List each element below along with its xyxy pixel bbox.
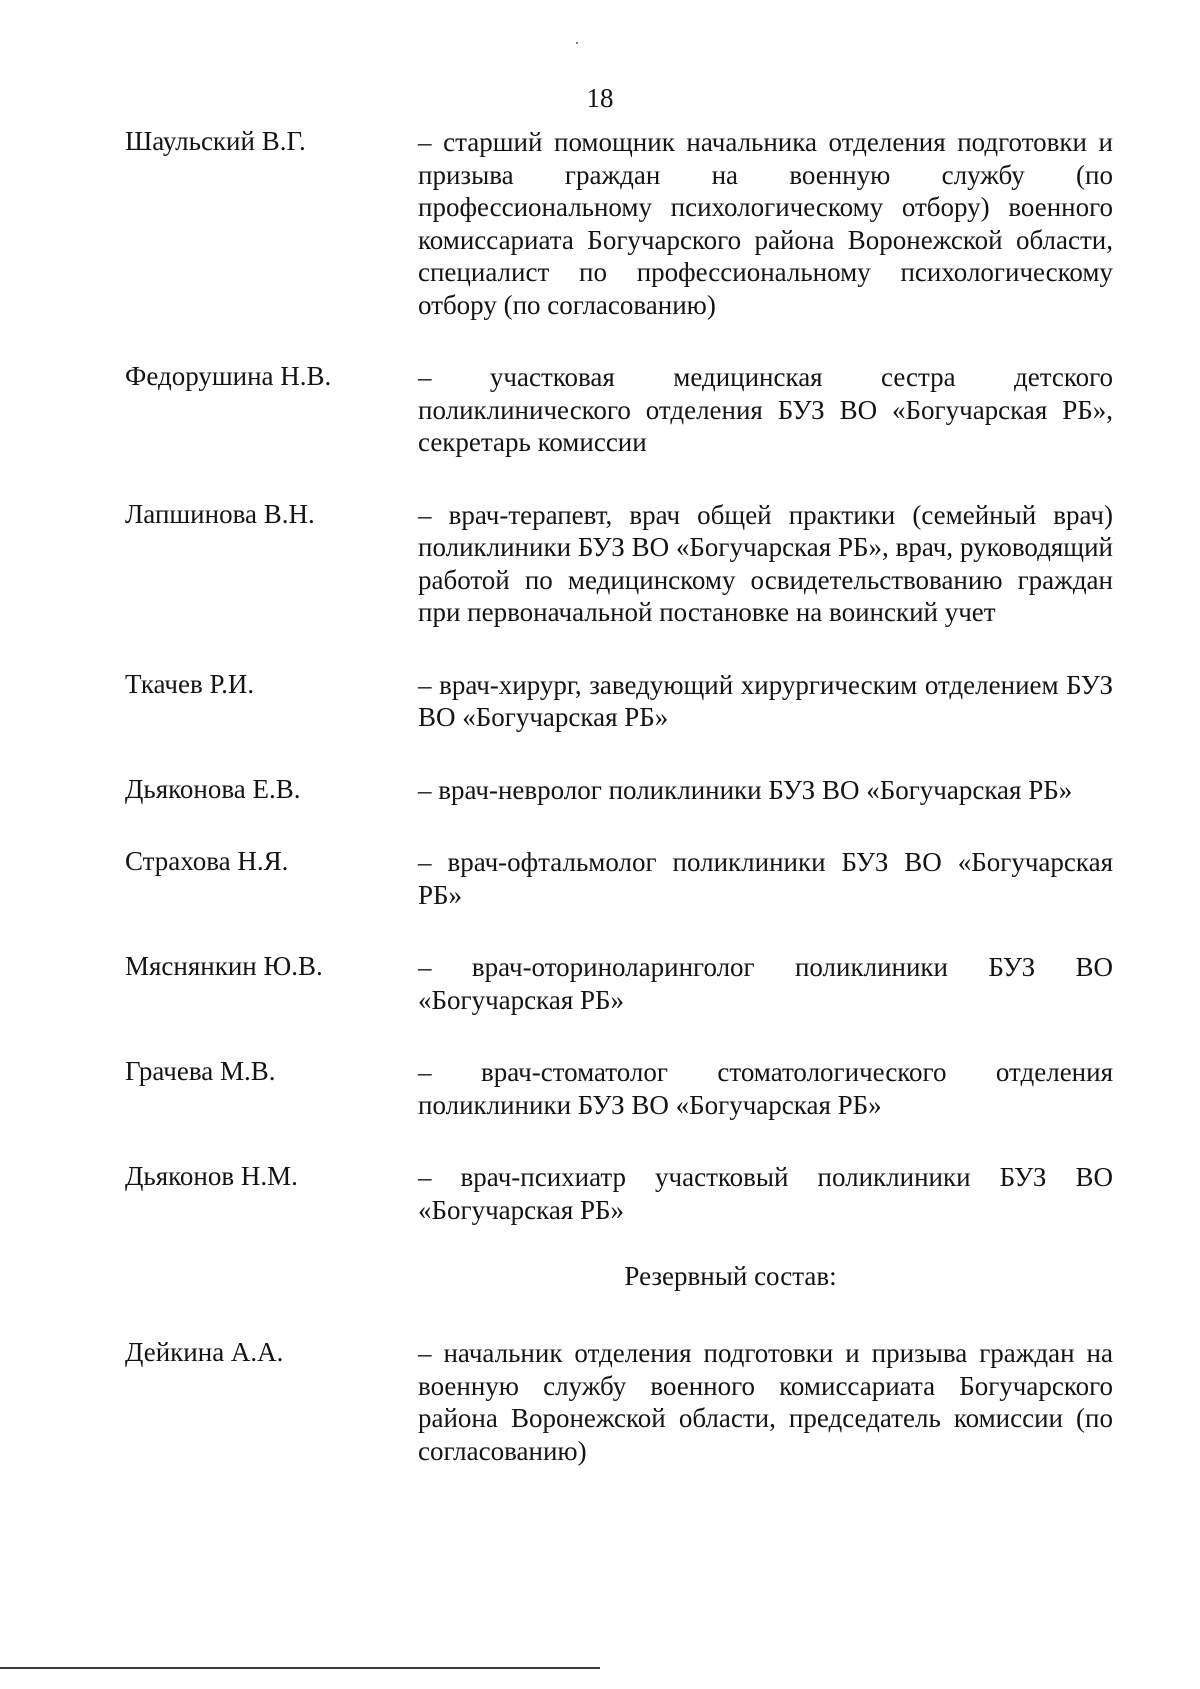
member-entry: [125, 945, 1113, 1016]
member-description: – врач-стоматолог стоматологического отделения поликлиники БУЗ ВО «Богучарская РБ»: [418, 1057, 1113, 1120]
reserve-heading-text: Резервный состав:: [624, 1261, 837, 1291]
footer-rule: [0, 1667, 600, 1669]
member-description: – врач-невролог поликлиники БУЗ ВО «Богучарская РБ»: [418, 774, 1073, 805]
member-name: Федорушина Н.В.: [125, 361, 332, 391]
member-name: Дейкина А.А.: [125, 1337, 284, 1367]
member-entry: [125, 1050, 1113, 1121]
member-name: Шаульский В.Г.: [125, 126, 306, 156]
member-name: Грачева М.В.: [125, 1056, 276, 1086]
scan-dot-mark: [576, 42, 578, 44]
member-description: – врач-хирург, заведующий хирургическим отделением БУЗ ВО «Богучарская РБ»: [418, 669, 1113, 732]
member-entry: [125, 1155, 1113, 1226]
reserve-member-entry: [125, 1331, 1113, 1467]
member-description: – врач-оториноларинголог поликлиники БУЗ ВО «Богучарская РБ»: [418, 952, 1113, 1015]
member-name: Лапшинова В.Н.: [125, 498, 315, 529]
commission-list: [125, 120, 1113, 1501]
member-description: – старший помощник начальника отделения подготовки и призыва граждан на военную службу (по профессиональному психологическому отбору) военного комиссариата Богучарского района Воронежской области, специалист по профессиональному психологическому отбору (по согласованию): [418, 127, 1113, 320]
member-name: Дьяконова Е.В.: [125, 773, 301, 804]
member-entry: [125, 355, 1113, 459]
member-name: Дьяконов Н.М.: [125, 1161, 298, 1191]
page-number: 18: [586, 83, 614, 113]
member-description: – врач-психиатр участковый поликлиники БУЗ ВО «Богучарская РБ»: [418, 1162, 1113, 1225]
member-entry: [125, 663, 1113, 734]
member-entry: [125, 768, 1113, 807]
member-description: – врач-терапевт, врач общей практики (семейный врач) поликлиники БУЗ ВО «Богучарская РБ», врач, руководящий работой по медицинскому освидетельствованию граждан при первоначальной постановке на воинский учет: [418, 499, 1113, 627]
member-description: – начальник отделения подготовки и призыва граждан на военную службу военного комиссариата Богучарского района Воронежской области, председатель комиссии (по согласованию): [418, 1338, 1113, 1466]
member-description: – врач-офтальмолог поликлиники БУЗ ВО «Богучарская РБ»: [418, 847, 1113, 910]
member-name: Страхова Н.Я.: [125, 846, 289, 876]
reserve-heading: [125, 1260, 1113, 1293]
member-description: – участковая медицинская сестра детского поликлинического отделения БУЗ ВО «Богучарская РБ», секретарь комиссии: [418, 362, 1113, 457]
member-entry: [125, 840, 1113, 911]
member-name: Мяснянкин Ю.В.: [125, 951, 323, 981]
member-entry: [125, 493, 1113, 629]
member-name: Ткачев Р.И.: [125, 668, 255, 699]
member-entry: [125, 120, 1113, 321]
